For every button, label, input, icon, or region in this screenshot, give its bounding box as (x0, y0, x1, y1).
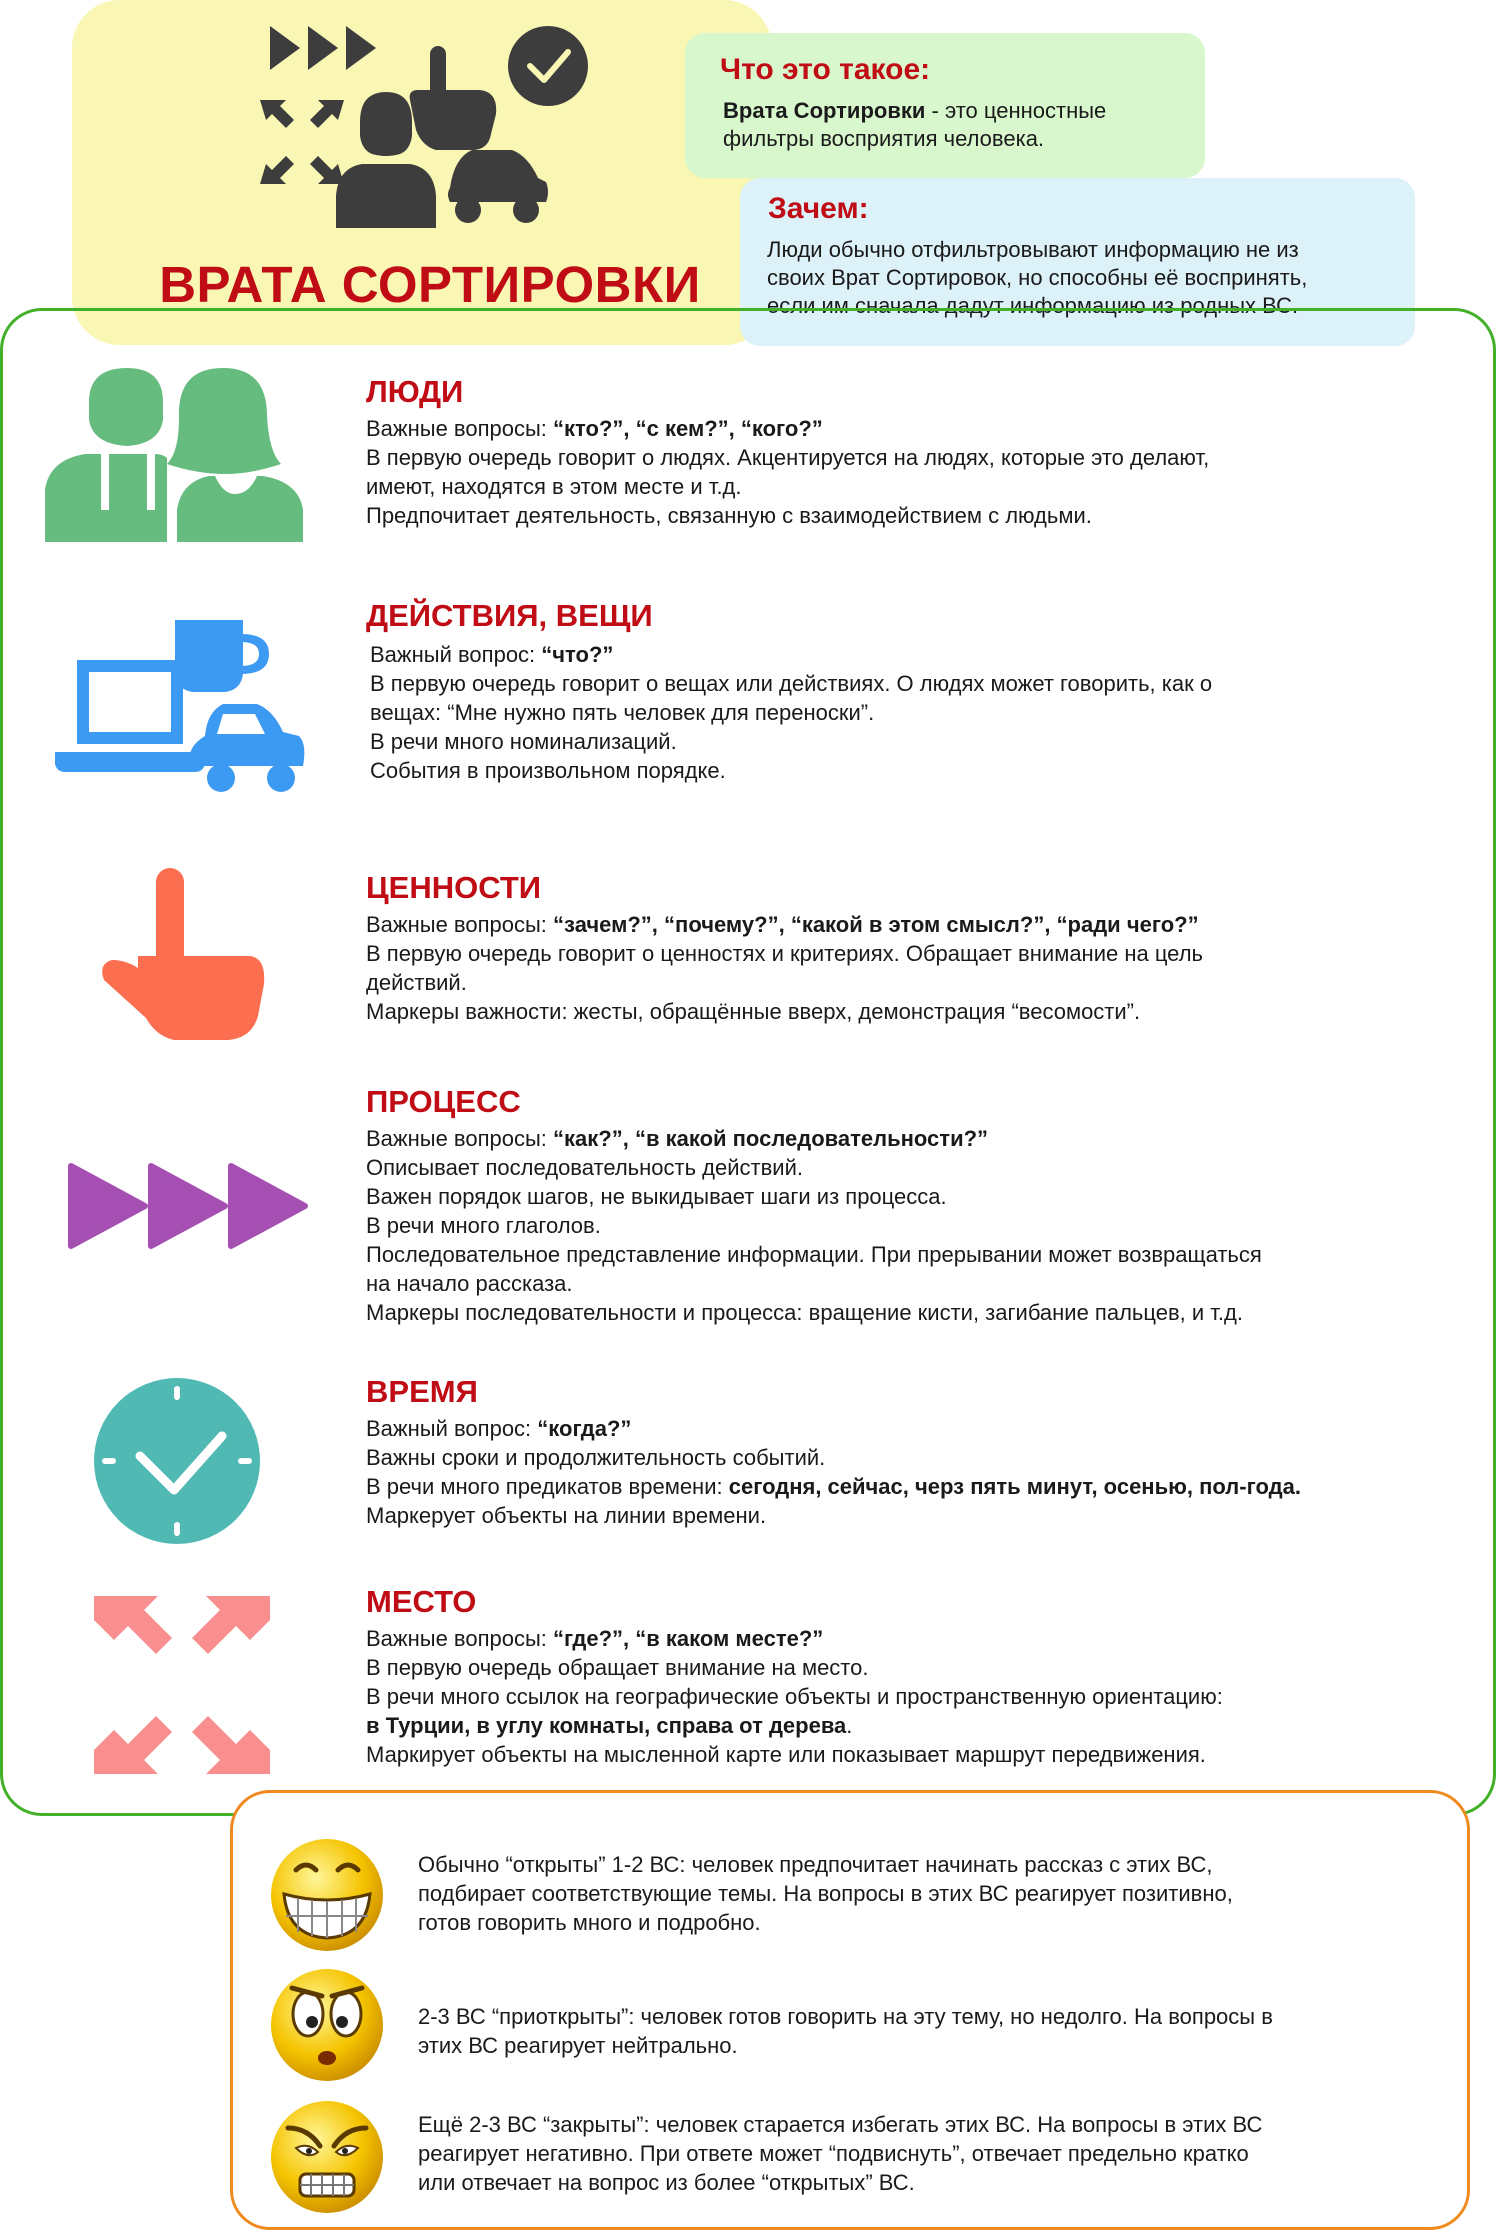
header-car-icon (448, 150, 548, 223)
section-body-process: Важные вопросы: “как?”, “в какой последовательности?” Описывает последовательность действий. Важен порядок шагов, не выкидывает шаги из процесса. В речи много глаголов. Последовательное представление информации. При прерывании может возвращаться на начало рассказа. Маркеры последовательности и процесса: вращение кисти, загибание пальцев, и т.д. (366, 1126, 1262, 1325)
header-clock-icon (508, 26, 588, 106)
purpose-title: Зачем: (768, 192, 869, 225)
definition-title: Что это такое: (720, 53, 931, 86)
people-icon (45, 360, 305, 545)
purpose-text: Люди обычно отфильтровывают информацию не из своих Врат Сортировок, но способны её воспринять, если им сначала дадут информацию из родных ВС. (767, 237, 1308, 318)
header-arrows-inward-icon (260, 100, 344, 184)
section-body-values: Важные вопросы: “зачем?”, “почему?”, “какой в этом смысл?”, “ради чего?” В первую очередь говорит о ценностях и критериях. Обращает внимание на цель действий. Маркеры важности: жесты, обращённые вверх, демонстрация “весомости”. (366, 912, 1203, 1024)
grinning-smiley-icon (268, 1836, 386, 1954)
section-title-things: ДЕЙСТВИЯ, ВЕЩИ (366, 598, 653, 633)
header-fast-forward-icon (270, 26, 376, 70)
section-body-time: Важный вопрос: “когда?” Важны сроки и продолжительность событий. В речи много предикатов времени: сегодня, сейчас, черз пять минут, осенью, пол-года. Маркерует объекты на линии времени. (366, 1416, 1301, 1528)
surprised-smiley-icon (268, 1966, 386, 2084)
state-closed-text: Ещё 2-3 ВС “закрыты”: человек старается избегать этих ВС. На вопросы в этих ВС реагирует негативно. При ответе может “подвиснуть”, отвечает предельно кратко или отвечает на вопрос из более “открытых” ВС. (418, 2112, 1263, 2195)
header-pointing-hand-icon (410, 46, 497, 150)
state-open-text: Обычно “открыты” 1-2 ВС: человек предпочитает начинать рассказ с этих ВС, подбирает соответствующие темы. На вопросы в этих ВС реагирует позитивно, готов говорить много и подробно. (418, 1852, 1233, 1935)
page-title: ВРАТА СОРТИРОВКИ (159, 256, 701, 313)
section-body-people: Важные вопросы: “кто?”, “с кем?”, “кого?” В первую очередь говорит о людях. Акцентируется на людях, которые это делают, имеют, находятся в этом месте и т.д. Предпочитает деятельность, связанную с взаимодействием с людьми. (366, 416, 1210, 528)
pointing-hand-icon (98, 868, 268, 1040)
header-icon-cluster (250, 18, 610, 233)
section-title-time: ВРЕМЯ (366, 1374, 478, 1409)
section-title-place: МЕСТО (366, 1584, 477, 1619)
section-title-values: ЦЕННОСТИ (366, 870, 542, 905)
angry-smiley-icon (268, 2098, 386, 2216)
section-body-things: Важный вопрос: “что?” В первую очередь говорит о вещах или действиях. О людях может говорить, как о вещах: “Мне нужно пять человек для переноски”. В речи много номинализаций. События в произвольном порядке. (370, 642, 1213, 783)
fast-forward-icon (65, 1160, 315, 1252)
definition-term: Врата Сортировки (723, 98, 926, 123)
state-half-open-text: 2-3 ВС “приоткрыты”: человек готов говорить на эту тему, но недолго. На вопросы в этих ВС реагирует нейтрально. (418, 2004, 1273, 2058)
section-title-process: ПРОЦЕСС (366, 1084, 521, 1119)
things-icon (55, 612, 310, 800)
section-body-place: Важные вопросы: “где?”, “в каком месте?” В первую очередь обращает внимание на место. В речи много ссылок на географические объекты и пространственную ориентацию: в Турции, в углу комнаты, справа от дерева. Маркирует объекты на мысленной карте или показывает маршрут передвижения. (366, 1626, 1223, 1767)
definition-box (685, 33, 1205, 178)
clock-icon (92, 1376, 262, 1546)
arrows-inward-icon (92, 1594, 272, 1776)
section-title-people: ЛЮДИ (366, 374, 464, 409)
definition-text: Врата Сортировки - это ценностные фильтры восприятия человека. (723, 98, 1107, 151)
